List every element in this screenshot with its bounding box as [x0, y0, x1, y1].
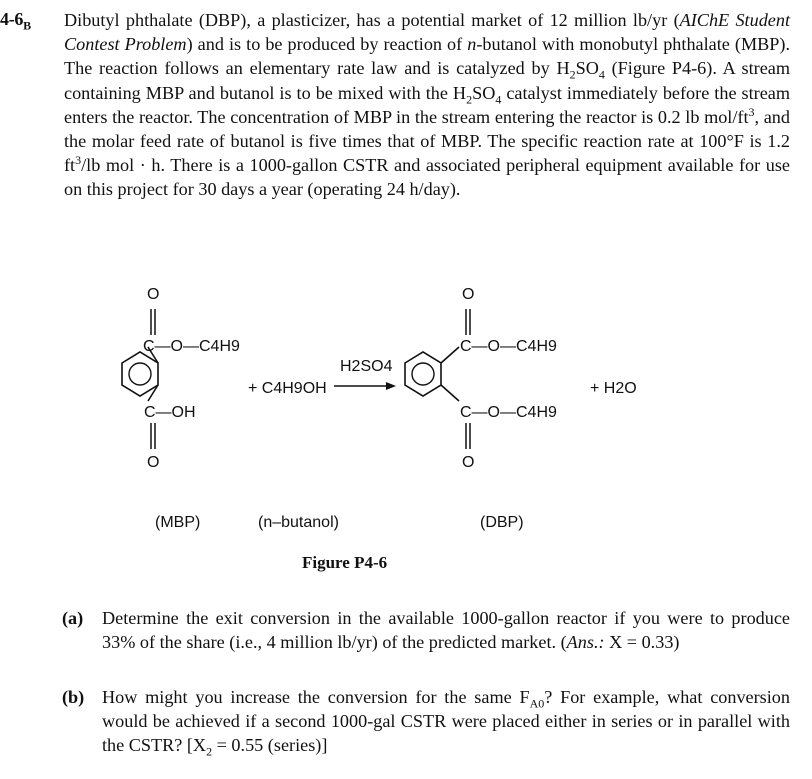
dbp-label: (DBP) — [480, 514, 524, 531]
arrowhead — [386, 382, 396, 390]
mbp-ester-group: C—O—C4H9 — [143, 338, 240, 355]
mbp-acid-group: C—OH — [144, 404, 196, 421]
mbp-top-oxygen: O — [147, 286, 160, 303]
problem-statement: Dibutyl phthalate (DBP), a plasticizer, has a potential market of 12 million lb/yr (AIChE Student Contest Problem) and is to be produced by reaction of n-butanol with monobutyl phthalate (MBP). The reaction follows an elementary rate law and is catalyzed by $H_2SO_4$ (Figure P4-6). A stream containing MBP and butanol is to be mixed with the $H_2SO_4$ catalyst immediately before the stream enters the reactor. The concentration of MBP in the stream entering the reactor is 0.2 lb mol/$ft^3$, and the molar feed rate of butanol is five times that of MBP. The specific reaction rate at 100°F is 1.2 $ft^3/lb$ mol · h. There is a 1000-gallon CSTR and associated peripheral equipment available for use on this project for 30 days a year (operating 24 h/day). — [64, 10, 791, 200]
plus-water: + H2O — [590, 380, 637, 397]
reaction-scheme — [70, 265, 690, 585]
dbp-top-ester: C—O—C4H9 — [460, 338, 557, 355]
dbp-bottom-ester: C—O—C4H9 — [460, 404, 557, 421]
mbp-bottom-oxygen: O — [147, 454, 160, 471]
dbp-top-oxygen: O — [462, 286, 475, 303]
figure-caption: Figure P4-6 — [302, 553, 388, 572]
catalyst-label: H2SO4 — [340, 358, 393, 375]
plus-butanol: + C4H9OH — [248, 380, 327, 397]
problem-number: $4-6_B$ — [0, 9, 31, 33]
question-a-text: Determine the exit conversion in the available 1000-gallon reactor if you were to produce 33% of the share (i.e., 4 million lb/yr) of the predicted market. (Ans.: X = 0.33) — [102, 608, 790, 652]
butanol-label: (n–butanol) — [258, 514, 339, 531]
dbp-bottom-oxygen: O — [462, 454, 475, 471]
question-b-text: How might you increase the conversion for the same $F_{A0}$? For example, what conversion would be achieved if a second 1000-gal CSTR were placed either in series or in parallel with the CSTR? [$X_2 = 0.55$ (series)] — [102, 687, 790, 759]
question-a-label: (a) — [62, 608, 84, 628]
question-b-label: (b) — [62, 687, 85, 707]
mbp-label: (MBP) — [155, 514, 201, 531]
question-b — [62, 685, 790, 757]
mbp-structure — [122, 286, 240, 471]
question-a — [62, 606, 790, 654]
dbp-structure — [405, 286, 557, 471]
